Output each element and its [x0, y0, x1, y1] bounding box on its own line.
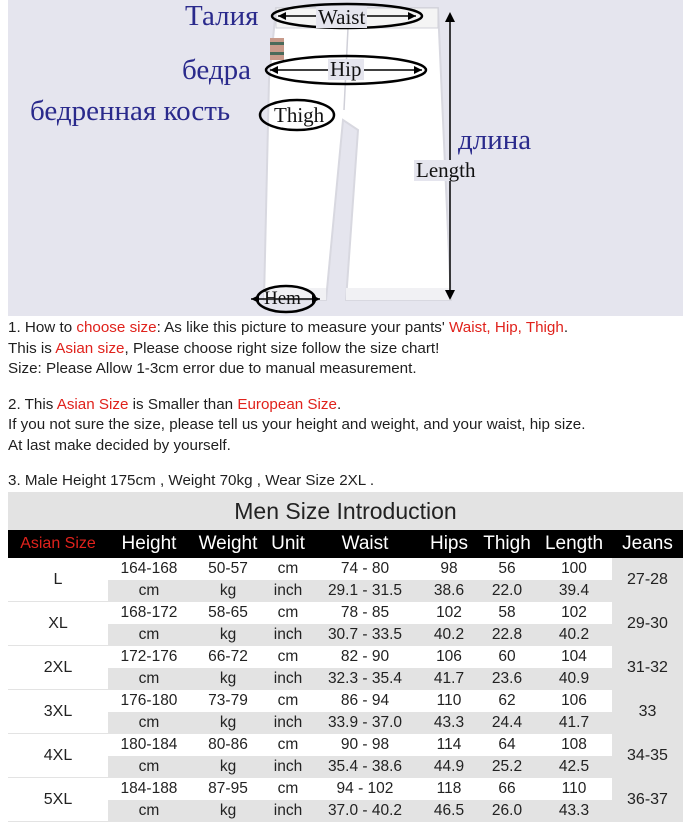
cell-hips: 110 — [436, 692, 462, 709]
cell-weight: 66-72 — [208, 648, 248, 665]
cell-hips: 38.6 — [433, 582, 465, 599]
cell-waist: 37.0 - 40.2 — [327, 802, 403, 819]
note-1: 1. How to choose size: As like this picture to measure your pants' Waist, Hip, Thigh. — [8, 319, 569, 336]
cell-hips: 102 — [436, 604, 462, 621]
cell-asian-size: XL — [8, 602, 108, 645]
cell-asian-size: 3XL — [8, 690, 108, 733]
cell-height: cm — [138, 714, 160, 731]
cell-height: 184-188 — [120, 780, 178, 797]
cell-length: 41.7 — [558, 714, 590, 731]
size-chart-table — [8, 492, 683, 822]
cell-weight: kg — [219, 802, 237, 819]
cell-jeans: 29-30 — [612, 602, 683, 645]
cell-hips: 98 — [440, 560, 458, 577]
cell-height: 164-168 — [120, 560, 178, 577]
cell-unit: inch — [273, 758, 303, 775]
cell-jeans: 33 — [612, 690, 683, 733]
cell-length: 40.2 — [558, 626, 590, 643]
cell-hips: 114 — [436, 736, 462, 753]
cell-waist: 35.4 - 38.6 — [327, 758, 403, 775]
cell-weight: kg — [219, 714, 237, 731]
cell-thigh: 64 — [498, 736, 516, 753]
table-row — [8, 558, 683, 580]
note-3: Size: Please Allow 1-3cm error due to manual measurement. — [8, 360, 417, 377]
label-length-en: Length — [416, 158, 476, 182]
header-thigh: Thigh — [483, 533, 531, 554]
cell-unit: inch — [273, 714, 303, 731]
header-asian-size: Asian Size — [20, 535, 96, 552]
table-title: Men Size Introduction — [8, 492, 683, 530]
cell-waist: 32.3 - 35.4 — [327, 670, 403, 687]
cell-thigh: 66 — [498, 780, 516, 797]
size-row-group — [8, 558, 683, 602]
cell-height: 180-184 — [120, 736, 178, 753]
label-thigh-ru: бедренная кость — [30, 95, 231, 127]
cell-thigh: 62 — [498, 692, 516, 709]
cell-thigh: 26.0 — [491, 802, 523, 819]
cell-length: 43.3 — [558, 802, 590, 819]
label-length-ru: длина — [458, 124, 532, 156]
note-6: At last make decided by yourself. — [8, 436, 231, 454]
label-hip-ru: бедра — [182, 54, 251, 86]
cell-weight: 73-79 — [208, 692, 248, 709]
note-5: If you not sure the size, please tell us your height and weight, and your waist, hip size. — [8, 416, 586, 433]
cell-height: cm — [138, 802, 160, 819]
cell-weight: kg — [219, 758, 237, 775]
label-waist-en: Waist — [318, 5, 366, 29]
cell-weight: 87-95 — [208, 780, 248, 797]
cell-thigh: 56 — [498, 560, 516, 577]
cell-weight: 50-57 — [208, 560, 248, 577]
cell-hips: 46.5 — [433, 802, 465, 819]
size-row-group — [8, 602, 683, 646]
cell-waist: 29.1 - 31.5 — [327, 582, 403, 599]
note-2: This is Asian size, Please choose right size follow the size chart! — [8, 339, 440, 357]
cell-height: cm — [138, 626, 160, 643]
cell-unit: cm — [277, 736, 299, 753]
header-weight: Weight — [198, 533, 258, 554]
cell-asian-size: L — [8, 558, 108, 601]
size-row-group — [8, 690, 683, 734]
cell-waist: 90 - 98 — [340, 736, 390, 753]
note-4: 2. This Asian Size is Smaller than European Size. — [8, 395, 342, 413]
header-waist: Waist — [341, 533, 389, 554]
note-7: 3. Male Height 175cm , Weight 70kg , Wear Size 2XL . — [8, 472, 375, 489]
table-row — [8, 668, 683, 690]
header-unit: Unit — [271, 533, 305, 554]
cell-waist: 86 - 94 — [340, 692, 390, 709]
cell-jeans: 31-32 — [612, 646, 683, 689]
pants-silhouette — [264, 5, 451, 300]
table-row — [8, 734, 683, 756]
table-row — [8, 580, 683, 602]
cell-length: 40.9 — [558, 670, 590, 687]
pocket-patch — [270, 38, 284, 60]
cell-jeans: 34-35 — [612, 734, 683, 777]
header-jeans: Jeans — [622, 533, 673, 554]
cell-hips: 106 — [436, 648, 462, 665]
cell-thigh: 22.8 — [491, 626, 523, 643]
cell-height: 168-172 — [120, 604, 178, 621]
table-row — [8, 624, 683, 646]
cell-thigh: 24.4 — [491, 714, 523, 731]
cell-weight: kg — [219, 626, 237, 643]
pants-drawing — [8, 0, 683, 316]
cell-length: 39.4 — [558, 582, 590, 599]
cell-jeans: 36-37 — [612, 778, 683, 821]
cell-weight: kg — [219, 582, 237, 599]
cell-thigh: 22.0 — [491, 582, 523, 599]
table-row — [8, 712, 683, 734]
cell-hips: 118 — [436, 780, 462, 797]
table-row — [8, 646, 683, 668]
cell-unit: cm — [277, 604, 299, 621]
table-row — [8, 602, 683, 624]
cell-length: 104 — [561, 648, 587, 665]
cell-height: 176-180 — [120, 692, 178, 709]
cell-weight: 80-86 — [208, 736, 248, 753]
cell-height: cm — [138, 582, 160, 599]
cell-height: cm — [138, 670, 160, 687]
cell-length: 108 — [561, 736, 587, 753]
header-hips: Hips — [429, 533, 468, 554]
cell-asian-size: 5XL — [8, 778, 108, 821]
cell-hips: 40.2 — [433, 626, 465, 643]
table-row — [8, 778, 683, 800]
cell-hips: 44.9 — [433, 758, 465, 775]
cell-unit: cm — [277, 780, 299, 797]
label-hem-en: Hem — [264, 288, 301, 309]
table-row — [8, 800, 683, 822]
cell-waist: 94 - 102 — [336, 780, 394, 797]
cell-length: 42.5 — [558, 758, 590, 775]
cell-waist: 30.7 - 33.5 — [327, 626, 403, 643]
label-hip-en: Hip — [330, 57, 362, 81]
table-row — [8, 756, 683, 778]
cell-unit: cm — [277, 692, 299, 709]
cell-thigh: 23.6 — [491, 670, 523, 687]
size-notes — [8, 318, 683, 492]
cell-thigh: 58 — [498, 604, 516, 621]
header-length: Length — [544, 533, 604, 554]
cell-length: 106 — [561, 692, 587, 709]
header-height: Height — [121, 533, 177, 554]
cell-unit: cm — [277, 648, 299, 665]
cell-waist: 74 - 80 — [340, 560, 390, 577]
cell-asian-size: 2XL — [8, 646, 108, 689]
cell-height: 172-176 — [120, 648, 178, 665]
size-row-group — [8, 646, 683, 690]
cell-length: 110 — [561, 780, 587, 797]
cell-unit: inch — [273, 670, 303, 687]
cell-thigh: 25.2 — [491, 758, 523, 775]
cell-jeans: 27-28 — [612, 558, 683, 601]
table-header-row — [8, 530, 683, 558]
cell-length: 102 — [561, 604, 587, 621]
cell-weight: kg — [219, 670, 237, 687]
cell-waist: 33.9 - 37.0 — [327, 714, 403, 731]
cell-thigh: 60 — [498, 648, 516, 665]
cell-unit: inch — [273, 802, 303, 819]
cell-unit: inch — [273, 626, 303, 643]
label-thigh-en: Thigh — [274, 103, 325, 127]
table-row — [8, 690, 683, 712]
size-row-group — [8, 778, 683, 822]
cell-unit: cm — [277, 560, 299, 577]
pants-measurement-illustration — [8, 0, 683, 316]
size-row-group — [8, 734, 683, 778]
cell-weight: 58-65 — [208, 604, 248, 621]
cell-waist: 82 - 90 — [340, 648, 390, 665]
cell-hips: 41.7 — [433, 670, 465, 687]
cell-waist: 78 - 85 — [340, 604, 390, 621]
table-body — [8, 558, 683, 822]
cell-hips: 43.3 — [433, 714, 465, 731]
cell-length: 100 — [561, 560, 587, 577]
cell-height: cm — [138, 758, 160, 775]
cell-unit: inch — [273, 582, 303, 599]
cell-asian-size: 4XL — [8, 734, 108, 777]
label-waist-ru: Талия — [185, 0, 259, 32]
